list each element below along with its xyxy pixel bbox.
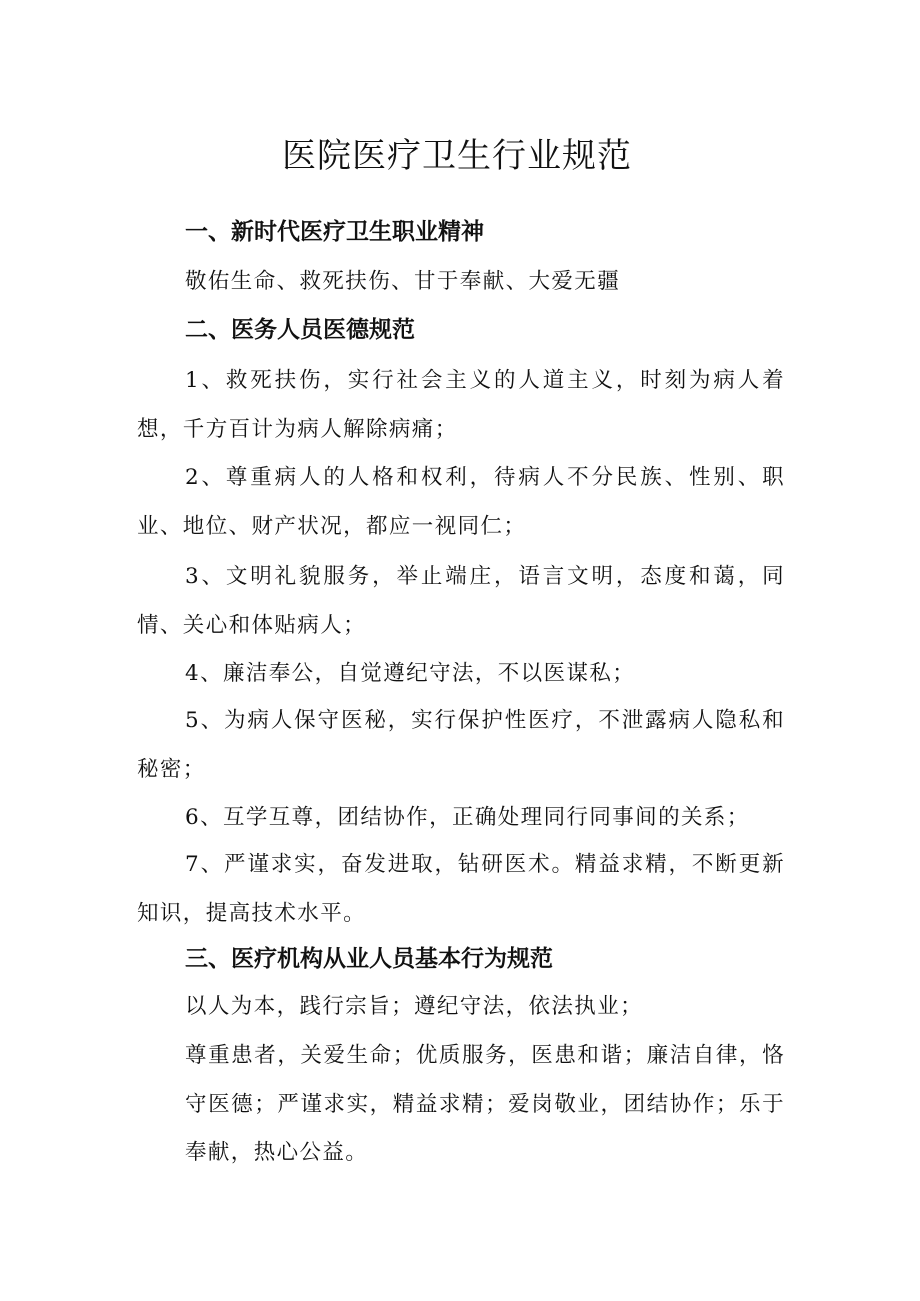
document-title: 医院医疗卫生行业规范 bbox=[282, 136, 632, 176]
section-heading-3: 三、医疗机构从业人员基本行为规范 bbox=[185, 946, 553, 972]
section-2-item-3: 3、文明礼貌服务，举止端庄，语言文明，态度和蔼，同情、关心和体贴病人； bbox=[137, 564, 785, 638]
section-heading-1: 一、新时代医疗卫生职业精神 bbox=[185, 219, 484, 245]
section-2-item-7: 7、严谨求实，奋发进取，钻研医术。精益求精，不断更新知识，提高技术水平。 bbox=[137, 852, 785, 926]
section-3-paragraph-1: 以人为本，践行宗旨；遵纪守法，依法执业； bbox=[185, 994, 644, 1019]
section-3-paragraph-2: 尊重患者，关爱生命；优质服务，医患和谐；廉洁自律，恪守医德；严谨求实，精益求精；爱岗敬业，团结协作；乐于奉献，热心公益。 bbox=[185, 1043, 785, 1165]
section-1-paragraph-1: 敬佑生命、救死扶伤、甘于奉献、大爱无疆 bbox=[185, 269, 621, 294]
section-2-item-1: 1、救死扶伤，实行社会主义的人道主义，时刻为病人着想，千方百计为病人解除病痛； bbox=[137, 368, 785, 442]
section-2-item-6: 6、互学互尊，团结协作，正确处理同行同事间的关系； bbox=[185, 805, 750, 830]
section-2-item-4: 4、廉洁奉公，自觉遵纪守法，不以医谋私； bbox=[185, 661, 636, 686]
section-2-item-2: 2、尊重病人的人格和权利，待病人不分民族、性别、职业、地位、财产状况，都应一视同仁； bbox=[137, 465, 785, 539]
section-heading-2: 二、医务人员医德规范 bbox=[185, 317, 415, 343]
section-2-item-5: 5、为病人保守医秘，实行保护性医疗，不泄露病人隐私和秘密； bbox=[137, 708, 785, 782]
